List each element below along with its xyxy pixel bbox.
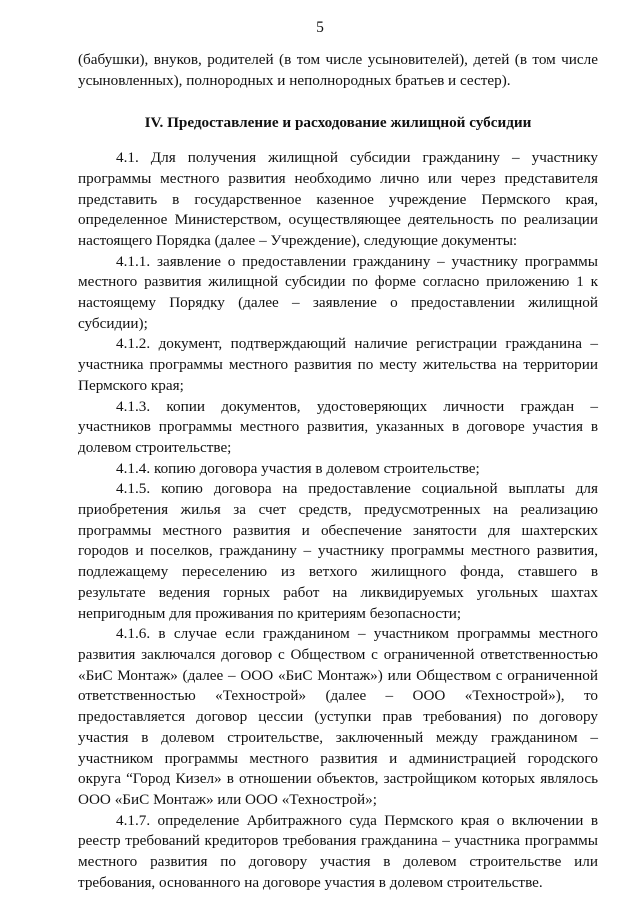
paragraph-4-1-1: 4.1.1. заявление о предоставлении гражданину – участнику программы местного развития жилищной субсидии по форме согласно приложению 1 к настоящему Порядку (далее – заявление о предоставлении жилищной субсидии);	[78, 252, 598, 332]
paragraph-4-1-4: 4.1.4. копию договора участия в долевом строительстве;	[116, 459, 480, 477]
intro-paragraph: (бабушки), внуков, родителей (в том числе усыновителей), детей (в том числе усыновленных), полнородных и неполнородных братьев и сестер).	[78, 51, 598, 89]
section-heading: IV. Предоставление и расходование жилищной субсидии	[144, 114, 532, 132]
paragraph-4-1-5: 4.1.5. копию договора на предоставление социальной выплаты для приобретения жилья за счет средств, предусмотренных на реализацию программы местного развития и обеспечение занятости для шахтерских городов и поселков, гражданину – участнику программы местного развития, подлежащему переселению из ветхого жилищного фонда, ставшего в результате ведения горных работ на ликвидируемых угольных шахтах непригодным для проживания по критериям безопасности;	[78, 480, 598, 622]
document-body	[78, 50, 598, 893]
paragraph-4-1-2: 4.1.2. документ, подтверждающий наличие регистрации гражданина – участника программы местного развития по месту жительства на территории Пермского края;	[78, 335, 598, 394]
paragraph-4-1-7: 4.1.7. определение Арбитражного суда Пермского края о включении в реестр требований кредиторов требования гражданина – участника программы местного развития по договору участия в долевом строительстве или требования, основанного на договоре участия в долевом строительстве.	[78, 811, 598, 891]
paragraph-4-1: 4.1. Для получения жилищной субсидии гражданину – участнику программы местного развития необходимо лично или через представителя представить в государственное казенное учреждение Пермского края, определенное Министерством, осуществляющее деятельность по реализации настоящего Порядка (далее – Учреждение), следующие документы:	[78, 149, 598, 249]
page-number: 5	[316, 19, 324, 36]
paragraph-4-1-3: 4.1.3. копии документов, удостоверяющих личности граждан – участников программы местного развития, указанных в договоре участия в долевом строительстве;	[78, 397, 598, 456]
paragraph-4-1-6: 4.1.6. в случае если гражданином – участником программы местного развития заключался договор с Обществом с ограниченной ответственностью «БиС Монтаж» (далее – ООО «БиС Монтаж») или Обществом с ограниченной ответственностью «Технострой» (далее – ООО «Технострой»), то предоставляется договор цессии (уступки прав требования) по договору участия в долевом строительстве, заключенный между гражданином – участником программы местного развития и администрацией городского округа “Город Кизел» в отношении объектов, застройщиком которых являлось ООО «БиС Монтаж» или ООО «Технострой»;	[78, 625, 598, 808]
